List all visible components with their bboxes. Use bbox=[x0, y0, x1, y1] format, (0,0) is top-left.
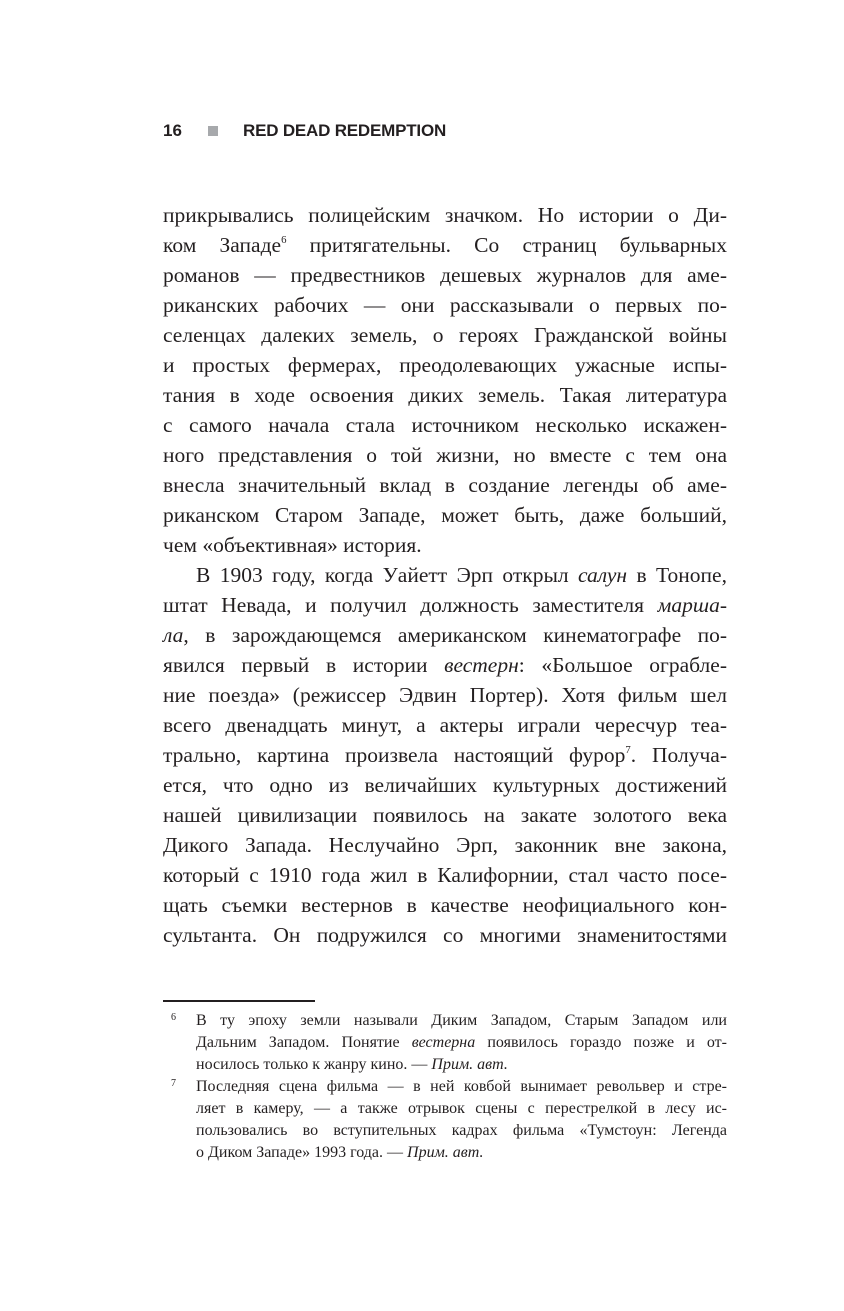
text-run: ние поезда» (режиссер Эдвин Портер). Хотя фильм шел bbox=[163, 683, 727, 707]
text-line bbox=[163, 290, 727, 320]
text-run: пользовались во вступительных кадрах фильма «Тумстоун: Легенда bbox=[196, 1122, 727, 1139]
text-line bbox=[163, 470, 727, 500]
text-line bbox=[163, 590, 727, 620]
text-run: внесла значительный вклад в создание легенды об аме- bbox=[163, 473, 727, 497]
text-line bbox=[163, 500, 727, 530]
text-line bbox=[163, 920, 727, 950]
text-line bbox=[163, 260, 727, 290]
body-text bbox=[163, 200, 727, 950]
footnote-divider bbox=[163, 1000, 315, 1002]
text-run: тания в ходе освоения диких земель. Такая литература bbox=[163, 383, 727, 407]
text-line bbox=[163, 740, 727, 770]
text-line bbox=[163, 380, 727, 410]
text-run: о Диком Западе» 1993 года. — bbox=[196, 1144, 408, 1161]
text-line bbox=[163, 650, 727, 680]
text-line bbox=[163, 1120, 727, 1142]
italic-term: Прим. авт. bbox=[431, 1056, 508, 1073]
footnote-ref: 7 bbox=[625, 744, 631, 757]
text-run: чем «объективная» история. bbox=[163, 533, 422, 557]
text-run: ного представления о той жизни, но вместе с тем она bbox=[163, 443, 727, 467]
text-line bbox=[163, 1098, 727, 1120]
text-line bbox=[163, 530, 727, 560]
text-run: прикрывались полицейским значком. Но истории о Ди- bbox=[163, 203, 727, 227]
text-run: с самого начала стала источником несколько искажен- bbox=[163, 413, 727, 437]
text-run: щать съемки вестернов в качестве неофициального кон- bbox=[163, 893, 727, 917]
text-run: Дальним Западом. Понятие bbox=[196, 1034, 412, 1051]
footnote-number: 7 bbox=[171, 1078, 176, 1089]
text-line bbox=[163, 1010, 727, 1032]
footnote-number: 6 bbox=[171, 1012, 176, 1023]
text-run: , в зарождающемся американском кинематографе по- bbox=[183, 623, 727, 647]
text-run: В ту эпоху земли называли Диким Западом, Старым Западом или bbox=[196, 1012, 727, 1029]
italic-term: салун bbox=[578, 563, 628, 587]
text-run: риканских рабочих — они рассказывали о первых по- bbox=[163, 293, 727, 317]
text-line bbox=[163, 830, 727, 860]
text-line bbox=[163, 440, 727, 470]
text-run: притягательны. Со страниц бульварных bbox=[286, 233, 727, 257]
text-line bbox=[163, 890, 727, 920]
text-line bbox=[163, 800, 727, 830]
text-line bbox=[163, 410, 727, 440]
text-line bbox=[163, 860, 727, 890]
text-line bbox=[163, 320, 727, 350]
running-title: RED DEAD REDEMPTION bbox=[243, 121, 447, 140]
text-line bbox=[163, 200, 727, 230]
text-line bbox=[163, 620, 727, 650]
text-run: Дикого Запада. Неслучайно Эрп, законник вне закона, bbox=[163, 833, 727, 857]
text-run: явился первый в истории bbox=[163, 653, 445, 677]
text-line bbox=[163, 1054, 727, 1076]
text-run: всего двенадцать минут, а актеры играли чересчур теа- bbox=[163, 713, 727, 737]
text-run: ком Западе bbox=[163, 233, 282, 257]
text-run: селенцах далеких земель, о героях Гражданской войны bbox=[163, 323, 727, 347]
square-marker-icon bbox=[208, 126, 218, 136]
text-run: ется, что одно из величайших культурных достижений bbox=[163, 773, 727, 797]
text-line bbox=[163, 560, 727, 590]
text-line bbox=[163, 1032, 727, 1054]
text-run: который с 1910 года жил в Калифорнии, стал часто посе- bbox=[163, 863, 727, 887]
text-line bbox=[163, 770, 727, 800]
page-number: 16 bbox=[163, 121, 182, 140]
italic-term: вестерна bbox=[411, 1034, 476, 1051]
footnote-ref: 6 bbox=[281, 234, 287, 247]
text-run: штат Невада, и получил должность заместителя bbox=[163, 593, 658, 617]
text-run: В 1903 году, когда Уайетт Эрп открыл bbox=[196, 563, 579, 587]
text-run: романов — предвестников дешевых журналов для аме- bbox=[163, 263, 727, 287]
text-run: ляет в камеру, — а также отрывок сцены с перестрелкой в лесу ис- bbox=[196, 1100, 727, 1117]
text-run: трально, картина произвела настоящий фурор bbox=[163, 743, 626, 767]
text-run: носилось только к жанру кино. — bbox=[196, 1056, 432, 1073]
italic-term: Прим. авт. bbox=[407, 1144, 484, 1161]
text-run: в Тонопе, bbox=[627, 563, 727, 587]
text-run: . Получа- bbox=[630, 743, 727, 767]
footnotes bbox=[163, 1010, 727, 1164]
text-run: : «Большое ограбле- bbox=[518, 653, 727, 677]
text-line bbox=[163, 1142, 727, 1164]
text-line bbox=[163, 1076, 727, 1098]
text-line bbox=[163, 350, 727, 380]
text-run: риканском Старом Западе, может быть, даже больший, bbox=[163, 503, 727, 527]
text-run: сультанта. Он подружился со многими знаменитостями bbox=[163, 923, 727, 947]
text-run: нашей цивилизации появилось на закате золотого века bbox=[163, 803, 727, 827]
text-line bbox=[163, 230, 727, 260]
text-line bbox=[163, 680, 727, 710]
italic-term: марша- bbox=[657, 593, 727, 617]
italic-term: ла bbox=[163, 623, 184, 647]
italic-term: вестерн bbox=[444, 653, 519, 677]
text-run: появилось гораздо позже и от- bbox=[475, 1034, 727, 1051]
text-run: и простых фермерах, преодолевающих ужасные испы- bbox=[163, 353, 727, 377]
text-line bbox=[163, 710, 727, 740]
text-run: Последняя сцена фильма — в ней ковбой вынимает револьвер и стре- bbox=[196, 1078, 727, 1095]
